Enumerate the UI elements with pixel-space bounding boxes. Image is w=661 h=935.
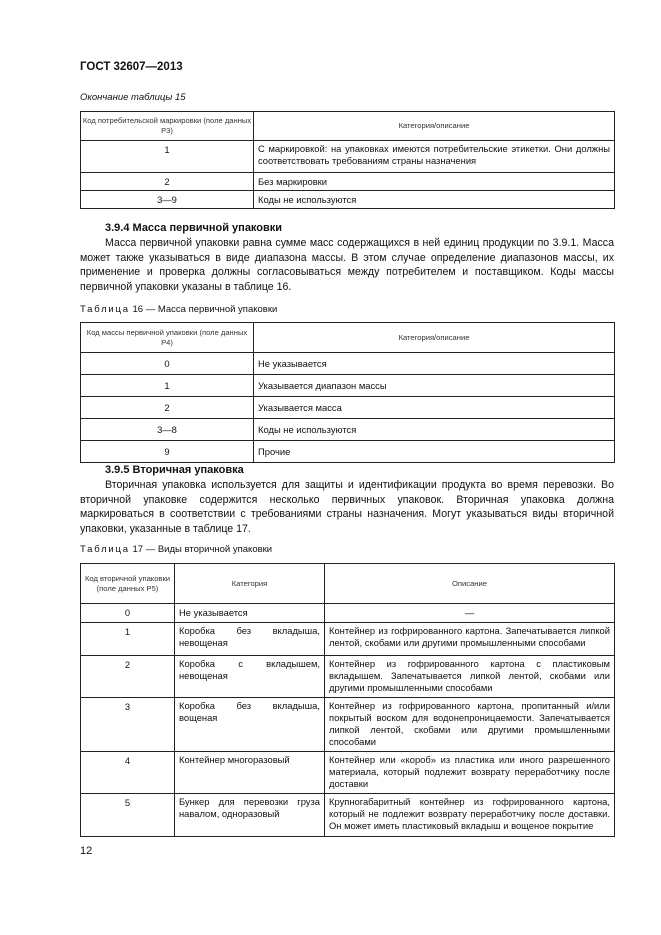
table17-cat: Бункер для перевозки груза навалом, одноразовый [175,794,325,837]
table17-code: 1 [81,623,175,656]
table17-desc: — [325,604,615,623]
table16-code: 1 [81,375,254,397]
table-row [81,698,615,752]
table16-caption-text: 16 — Масса первичной упаковки [132,304,278,315]
table16-desc: Прочие [254,441,615,463]
table17-head-cat: Категория [175,564,325,604]
table15-desc: Без маркировки [254,173,615,191]
table-row [81,191,615,209]
table-row [81,656,615,698]
table-row [81,604,615,623]
table17-desc: Контейнер из гофрированного картона, пропитанный и/или покрытый воском для водонепроницаемости. Запечатывается липкой лентой, скобами или другими промышленными способами [325,698,615,752]
table17-cat: Контейнер многоразовый [175,752,325,794]
section-394-heading: 3.9.4 Масса первичной упаковки [105,222,283,234]
table17-cat: Коробка без вкладыша, вощеная [175,698,325,752]
table15-code: 1 [81,141,254,173]
table-row [81,441,615,463]
paragraph: Вторичная упаковка используется для защиты и идентификации продукта во время перевозки. Во вторичной упаковке содержится несколько первичных упаковок. Вторичная упаковка должна маркироваться в соответствии с требованиями страны назначения. Могут указываться виды вторичной упаковки, указанные в таблице 17. [80,479,614,535]
table-row [81,397,615,419]
table16-code: 0 [81,353,254,375]
table16-head-desc: Категория/описание [254,323,615,353]
table17-desc: Контейнер из гофрированного картона. Запечатывается липкой лентой, скобами или другими промышленными способами [325,623,615,656]
table-row [81,623,615,656]
table16-head-code: Код массы первичной упаковки (поле данных P4) [81,323,254,353]
table-row [81,752,615,794]
section-394-text [80,236,614,294]
table-row [81,419,615,441]
table-row [81,173,615,191]
table17-code: 4 [81,752,175,794]
table17-cat: Коробка без вкладыша, невощеная [175,623,325,656]
table15-code: 2 [81,173,254,191]
table16-desc: Указывается диапазон массы [254,375,615,397]
table17-caption [80,544,272,555]
table15-desc: Коды не используются [254,191,615,209]
table16-code: 3—8 [81,419,254,441]
table16 [80,322,615,463]
table17 [80,563,615,837]
table-row [81,141,615,173]
table16-code: 2 [81,397,254,419]
table15 [80,111,615,209]
table15-desc: С маркировкой: на упаковках имеются потребительские этикетки. Они должны соответствовать требованиям страны назначения [254,141,615,173]
table17-code: 3 [81,698,175,752]
table17-desc: Контейнер или «короб» из пластика или иного разрешенного материала, который подлежит возврату переработчику после доставки [325,752,615,794]
table17-cat: Не указывается [175,604,325,623]
table16-caption [80,304,277,315]
table15-code: 3—9 [81,191,254,209]
table17-desc: Крупногабаритный контейнер из гофрированного картона, который не подлежит возврату переработчику после доставки. Он может иметь пластиковый вкладыш и вощеное покрытие [325,794,615,837]
table16-caption-label: Таблица [80,304,130,315]
section-395-text [80,478,614,536]
table17-caption-text: 17 — Виды вторичной упаковки [132,544,273,555]
table17-code: 0 [81,604,175,623]
table15-head-code: Код потребительской маркировки (поле данных P3) [81,112,254,141]
table17-caption-label: Таблица [80,544,130,555]
table-row [81,794,615,837]
table17-code: 5 [81,794,175,837]
table17-desc: Контейнер из гофрированного картона с пластиковым вкладышем. Запечатывается липкой лентой, скобами или другими промышленными способами [325,656,615,698]
table15-head-desc: Категория/описание [254,112,615,141]
table16-code: 9 [81,441,254,463]
table-row [81,353,615,375]
document-header: ГОСТ 32607—2013 [80,61,183,73]
table17-head-code: Код вторичной упаковки (поле данных P5) [81,564,175,604]
page-number: 12 [80,845,93,857]
table15-caption: Окончание таблицы 15 [80,92,186,103]
section-395-heading: 3.9.5 Вторичная упаковка [105,464,244,476]
table17-code: 2 [81,656,175,698]
table17-cat: Коробка с вкладышем, невощеная [175,656,325,698]
table-row [81,375,615,397]
table17-head-desc: Описание [325,564,615,604]
paragraph: Масса первичной упаковки равна сумме масс содержащихся в ней единиц продукции по 3.9.1. Масса может также указываться в виде диапазона массы. В этом случае определение диапазонов массы, их применение и проверка должны согласовываться между потребителем и поставщиком. Коды массы первичной упаковки указаны в таблице 16. [80,237,614,293]
table16-desc: Не указывается [254,353,615,375]
table16-desc: Коды не используются [254,419,615,441]
table16-desc: Указывается масса [254,397,615,419]
